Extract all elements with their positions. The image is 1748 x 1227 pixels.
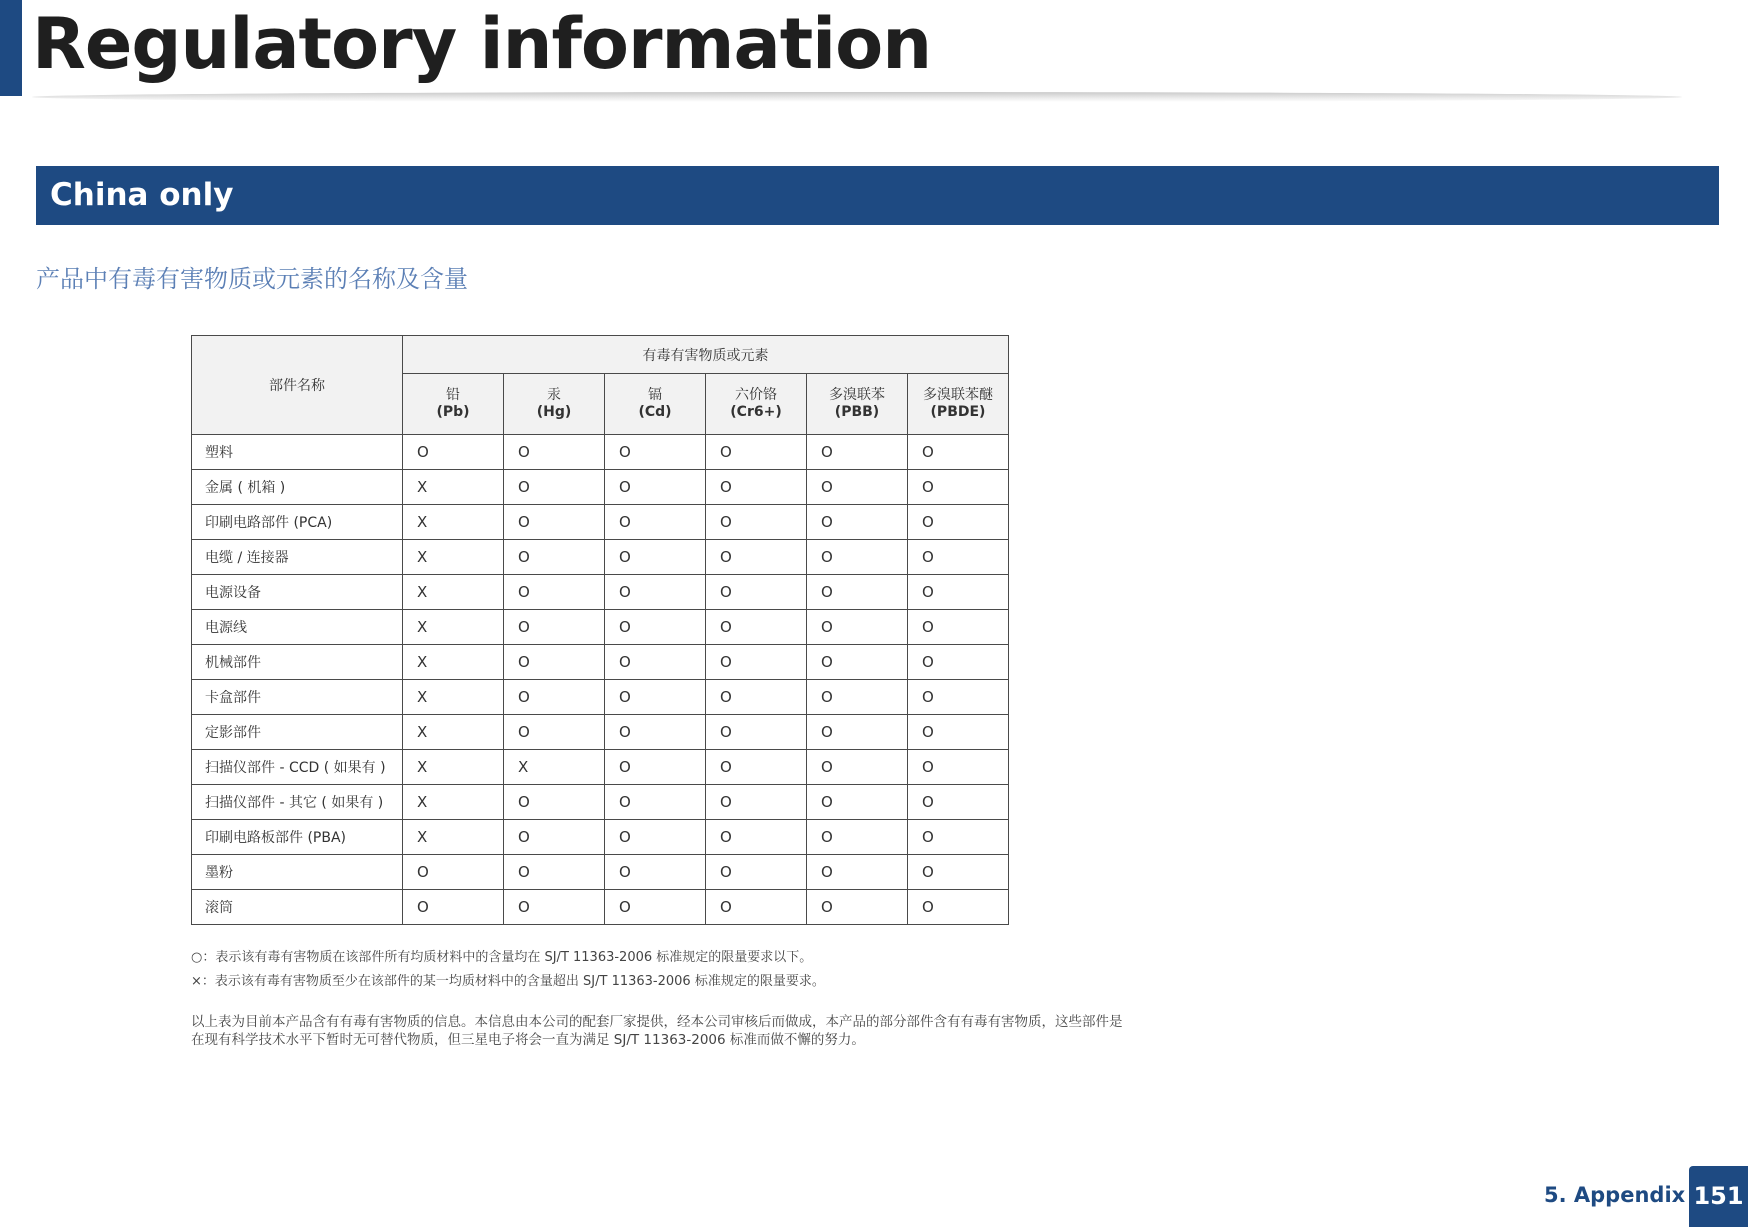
substance-mark-cell: X <box>403 540 504 575</box>
element-header <box>706 374 807 435</box>
substance-mark-cell: X <box>403 820 504 855</box>
element-symbol: (Hg) <box>536 404 572 420</box>
section-title: China only <box>50 177 234 213</box>
section-header <box>36 166 1719 225</box>
substance-mark-cell: O <box>908 715 1009 750</box>
hazardous-substances-table <box>191 335 1009 925</box>
substance-mark-cell: O <box>706 890 807 925</box>
footer-section-label: 5. Appendix <box>1544 1183 1686 1207</box>
substance-mark-cell: O <box>908 855 1009 890</box>
substance-mark-cell: O <box>807 435 908 470</box>
substance-mark-cell: O <box>706 505 807 540</box>
table-row <box>192 715 1009 750</box>
substance-mark-cell: O <box>706 820 807 855</box>
substance-mark-cell: O <box>908 750 1009 785</box>
part-name-cell: 扫描仪部件 - 其它 ( 如果有 ) <box>192 785 403 820</box>
substance-mark-cell: O <box>605 575 706 610</box>
substance-mark-cell: O <box>807 575 908 610</box>
element-header <box>605 374 706 435</box>
substance-mark-cell: O <box>605 855 706 890</box>
part-name-cell: 电源线 <box>192 610 403 645</box>
table-row <box>192 610 1009 645</box>
element-header <box>403 374 504 435</box>
element-header <box>504 374 605 435</box>
substance-mark-cell: O <box>403 855 504 890</box>
substance-mark-cell: X <box>403 750 504 785</box>
substance-mark-cell: O <box>706 785 807 820</box>
substance-mark-cell: O <box>605 785 706 820</box>
substance-mark-cell: O <box>908 505 1009 540</box>
element-name: 多溴联苯醚 <box>923 387 993 403</box>
substance-mark-cell: O <box>908 680 1009 715</box>
substance-mark-cell: X <box>403 505 504 540</box>
part-name-cell: 电缆 / 连接器 <box>192 540 403 575</box>
substance-mark-cell: O <box>605 540 706 575</box>
part-name-cell: 扫描仪部件 - CCD ( 如果有 ) <box>192 750 403 785</box>
table-row <box>192 680 1009 715</box>
part-name-cell: 机械部件 <box>192 645 403 680</box>
element-name: 铅 <box>446 387 460 403</box>
table-row <box>192 505 1009 540</box>
o-note: ○：表示该有毒有害物质在该部件所有均质材料中的含量均在 SJ/T 11363-2006 标准规定的限量要求以下。 <box>191 950 813 965</box>
substance-mark-cell: O <box>504 575 605 610</box>
substance-mark-cell: O <box>605 750 706 785</box>
table-row <box>192 785 1009 820</box>
substance-mark-cell: O <box>504 610 605 645</box>
element-header <box>908 374 1009 435</box>
element-symbol: (Cr6+) <box>730 404 782 420</box>
element-name: 镉 <box>648 387 662 403</box>
part-name-cell: 金属 ( 机箱 ) <box>192 470 403 505</box>
substance-mark-cell: O <box>706 680 807 715</box>
page-title: Regulatory information <box>32 3 932 85</box>
substance-mark-cell: O <box>504 820 605 855</box>
substance-mark-cell: O <box>908 540 1009 575</box>
substance-mark-cell: X <box>403 715 504 750</box>
substance-mark-cell: X <box>403 680 504 715</box>
substance-mark-cell: O <box>706 540 807 575</box>
table-row <box>192 645 1009 680</box>
substance-mark-cell: O <box>605 470 706 505</box>
part-name-header: 部件名称 <box>192 336 403 435</box>
substance-mark-cell: O <box>605 680 706 715</box>
substance-mark-cell: O <box>807 610 908 645</box>
element-symbol: (PBB) <box>834 404 880 420</box>
substance-mark-cell: O <box>605 610 706 645</box>
substance-mark-cell: O <box>908 610 1009 645</box>
part-name-cell: 卡盒部件 <box>192 680 403 715</box>
table-row <box>192 435 1009 470</box>
element-symbol: (PBDE) <box>930 404 986 420</box>
substance-mark-cell: O <box>807 470 908 505</box>
substance-mark-cell: O <box>504 785 605 820</box>
substance-mark-cell: O <box>908 575 1009 610</box>
part-name-cell: 墨粉 <box>192 855 403 890</box>
title-divider <box>32 92 1682 102</box>
substance-mark-cell: X <box>403 610 504 645</box>
table-row <box>192 575 1009 610</box>
substance-mark-cell: O <box>807 715 908 750</box>
substance-mark-cell: O <box>807 540 908 575</box>
part-name-cell: 塑料 <box>192 435 403 470</box>
substance-mark-cell: O <box>504 470 605 505</box>
element-header <box>807 374 908 435</box>
substance-mark-cell: O <box>605 820 706 855</box>
substance-mark-cell: X <box>403 785 504 820</box>
table-row <box>192 890 1009 925</box>
table-row <box>192 820 1009 855</box>
substance-mark-cell: O <box>807 890 908 925</box>
substance-mark-cell: O <box>706 435 807 470</box>
substance-mark-cell: O <box>706 645 807 680</box>
substance-mark-cell: O <box>706 855 807 890</box>
x-note: ×：表示该有毒有害物质至少在该部件的某一均质材料中的含量超出 SJ/T 11363-2006 标准规定的限量要求。 <box>191 974 825 989</box>
element-symbol: (Pb) <box>436 404 470 420</box>
part-name-cell: 定影部件 <box>192 715 403 750</box>
table-row <box>192 470 1009 505</box>
page-number: 151 <box>1689 1166 1748 1227</box>
substance-mark-cell: O <box>504 890 605 925</box>
substance-mark-cell: O <box>908 890 1009 925</box>
substance-mark-cell: O <box>504 855 605 890</box>
substance-mark-cell: O <box>706 610 807 645</box>
element-symbol: (Cd) <box>638 404 672 420</box>
table-row <box>192 855 1009 890</box>
part-name-cell: 滚筒 <box>192 890 403 925</box>
substances-group-header: 有毒有害物质或元素 <box>403 336 1009 374</box>
substance-mark-cell: O <box>706 715 807 750</box>
substance-mark-cell: O <box>403 890 504 925</box>
substance-mark-cell: O <box>605 715 706 750</box>
substance-mark-cell: O <box>908 470 1009 505</box>
substance-mark-cell: O <box>908 785 1009 820</box>
substance-mark-cell: O <box>807 750 908 785</box>
substance-mark-cell: X <box>403 645 504 680</box>
substance-mark-cell: O <box>706 470 807 505</box>
element-name: 多溴联苯 <box>829 387 885 403</box>
substance-mark-cell: O <box>403 435 504 470</box>
header-accent-bar <box>0 0 22 96</box>
substance-mark-cell: O <box>908 820 1009 855</box>
substance-mark-cell: O <box>807 680 908 715</box>
disclaimer-text: 以上表为目前本产品含有有毒有害物质的信息。本信息由本公司的配套厂家提供，经本公司审核后而做成，本产品的部分部件含有有毒有害物质，这些部件是在现有科学技术水平下暂时无可替代物质，但三星电子将会一直为满足 SJ/T 11363-2006 标准而做不懈的努力。 <box>191 1014 1123 1048</box>
element-name: 六价铬 <box>735 387 777 403</box>
substance-mark-cell: O <box>807 820 908 855</box>
element-name: 汞 <box>547 387 561 403</box>
table-row <box>192 540 1009 575</box>
substance-mark-cell: O <box>706 575 807 610</box>
substance-mark-cell: X <box>403 575 504 610</box>
substance-mark-cell: O <box>605 645 706 680</box>
substance-mark-cell: O <box>504 645 605 680</box>
substance-mark-cell: X <box>403 470 504 505</box>
substance-mark-cell: O <box>706 750 807 785</box>
substance-mark-cell: O <box>908 645 1009 680</box>
substance-mark-cell: O <box>908 435 1009 470</box>
substance-mark-cell: O <box>504 505 605 540</box>
substance-mark-cell: O <box>605 890 706 925</box>
substance-mark-cell: O <box>807 645 908 680</box>
legend-notes <box>191 946 825 994</box>
substance-mark-cell: O <box>605 505 706 540</box>
table-heading: 产品中有毒有害物质或元素的名称及含量 <box>36 265 468 293</box>
part-name-cell: 电源设备 <box>192 575 403 610</box>
part-name-cell: 印刷电路板部件 (PBA) <box>192 820 403 855</box>
part-name-cell: 印刷电路部件 (PCA) <box>192 505 403 540</box>
substance-mark-cell: O <box>504 680 605 715</box>
substance-mark-cell: O <box>605 435 706 470</box>
table-row <box>192 750 1009 785</box>
substance-mark-cell: O <box>504 715 605 750</box>
substance-mark-cell: X <box>504 750 605 785</box>
substance-mark-cell: O <box>807 785 908 820</box>
substance-mark-cell: O <box>504 540 605 575</box>
substance-mark-cell: O <box>807 855 908 890</box>
substance-mark-cell: O <box>504 435 605 470</box>
substance-mark-cell: O <box>807 505 908 540</box>
